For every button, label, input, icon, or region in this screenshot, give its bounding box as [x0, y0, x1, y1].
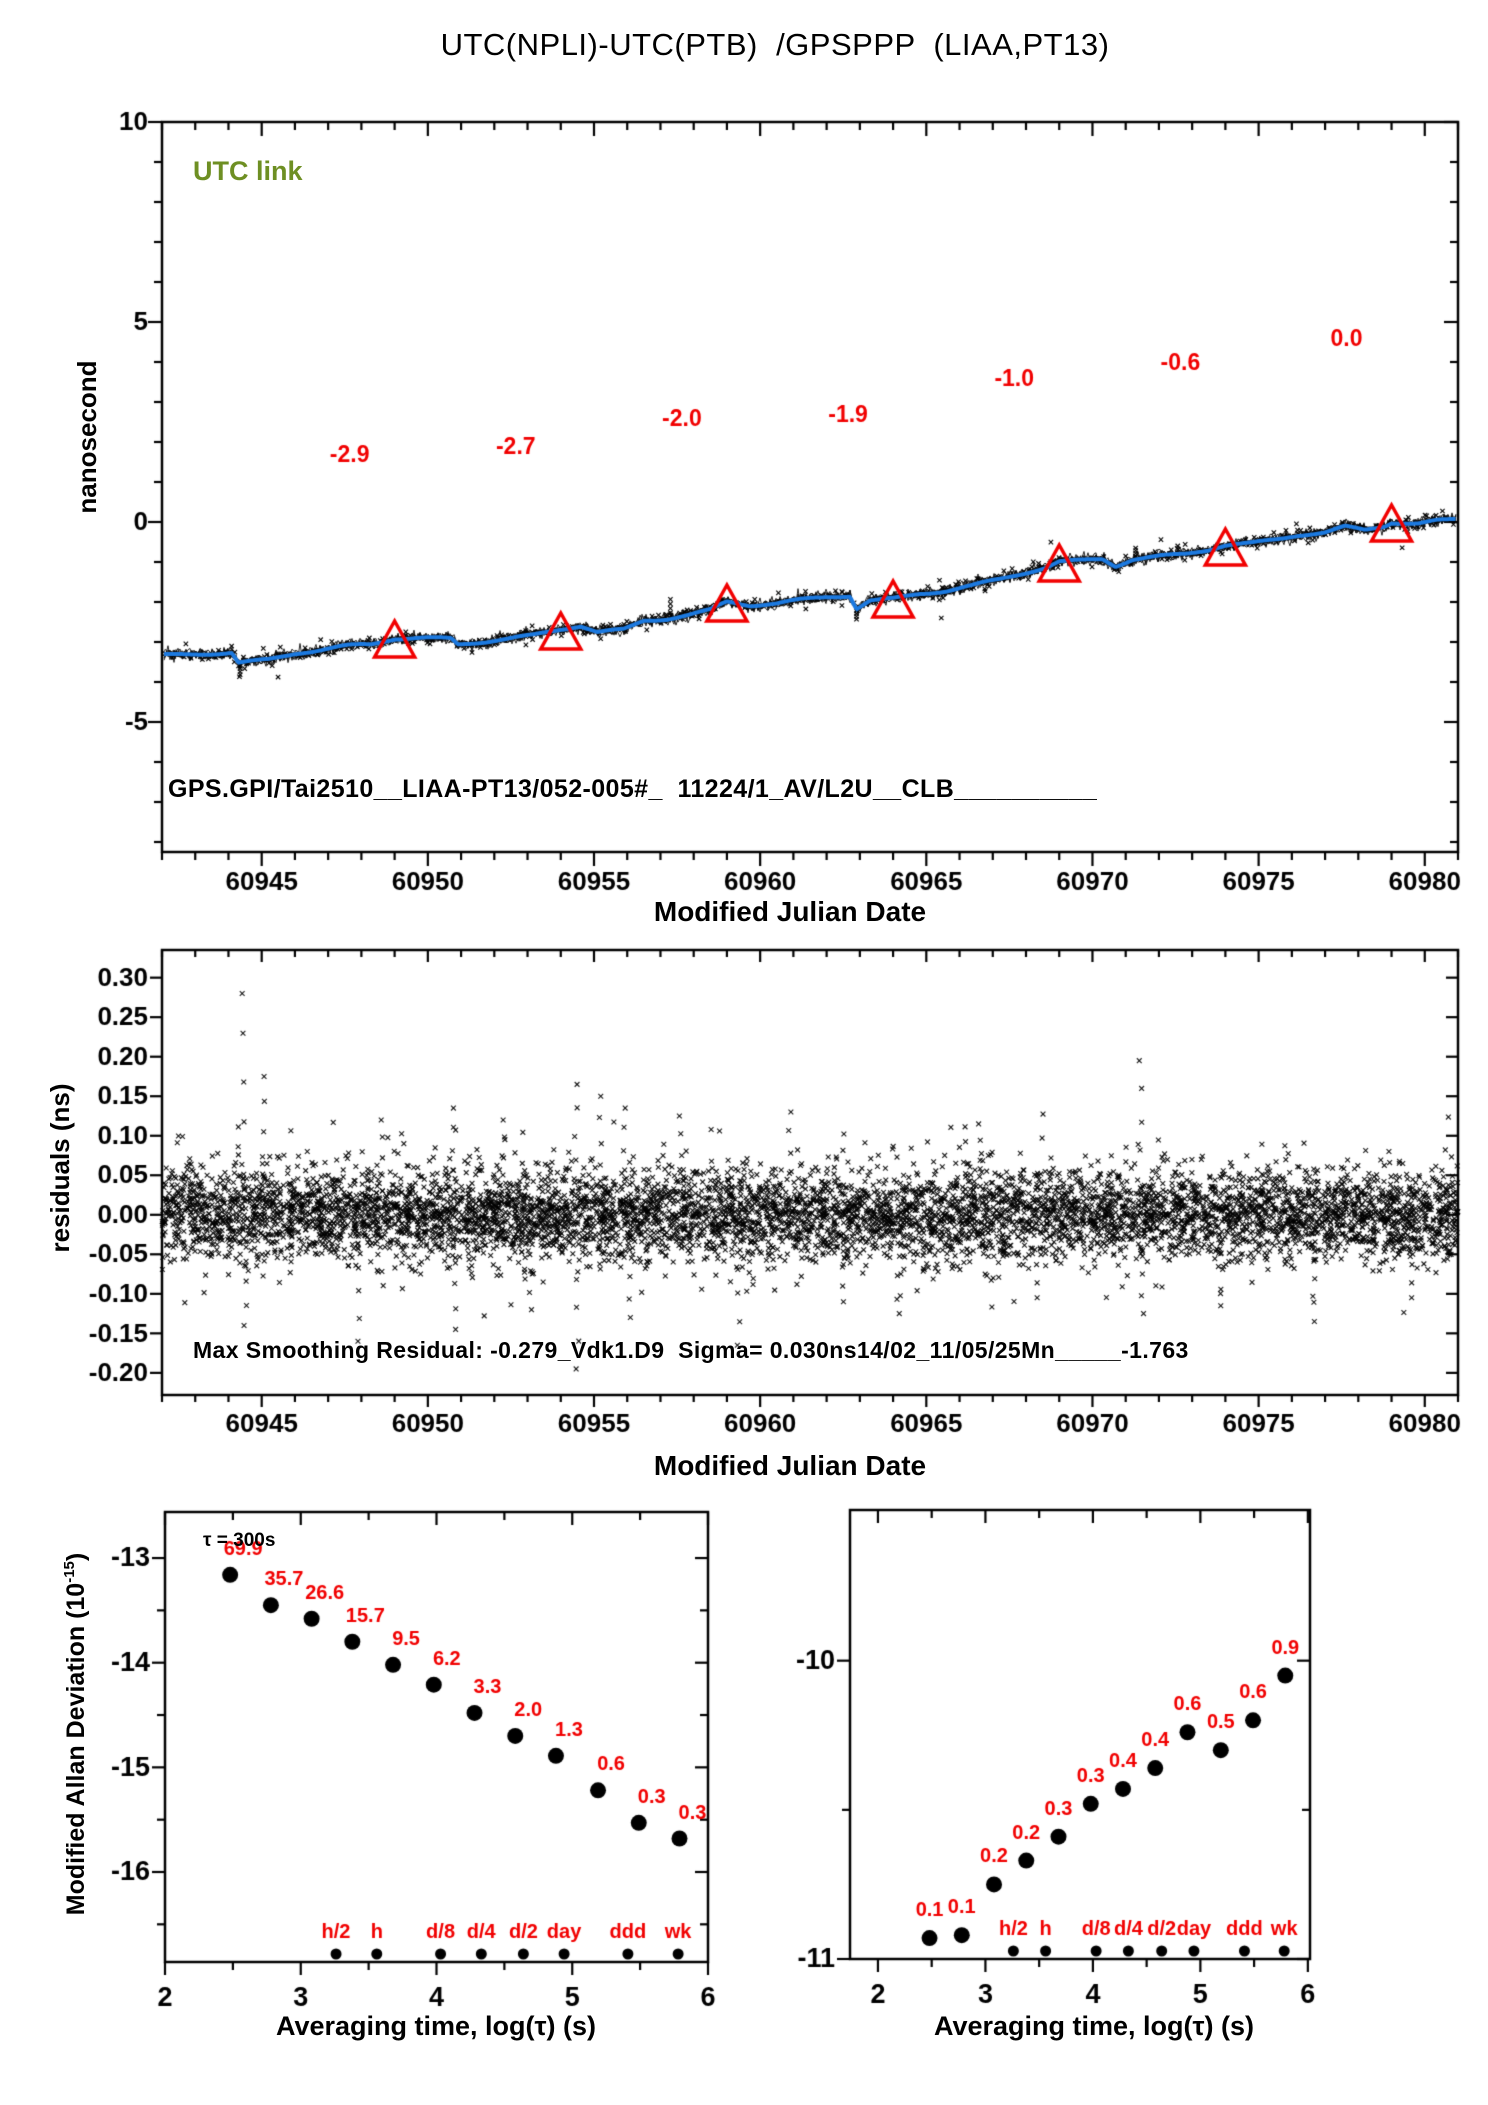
- phase-y-axis-label: nanosecond: [72, 360, 102, 514]
- mdev-exponent: -15: [61, 1561, 78, 1583]
- utc-link-legend: UTC link: [193, 156, 303, 186]
- mdev-y-axis-label: Modified Allan Deviation $(10^{-15})$: [61, 1552, 90, 1916]
- residuals-x-axis-label: Modified Julian Date: [653, 1450, 927, 1481]
- phase-x-axis-label: Modified Julian Date: [653, 896, 927, 927]
- residuals-footnote: Max Smoothing Residual: -0.279_Vdk1.D9 Sigma= 0.030ns14/02_11/05/25Mn_____-1.763: [193, 1337, 1189, 1363]
- phase-footnote: GPS.GPI/Tai2510__LIAA-PT13/052-005#_ 11224/1_AV/L2U__CLB__________: [168, 775, 1098, 803]
- mdev-x-axis-label: Averaging time, log(τ) (s): [275, 2011, 597, 2041]
- tdev-x-axis-label: Averaging time, log(τ) (s): [933, 2011, 1255, 2041]
- tau-note: τ = 300s: [203, 1530, 276, 1551]
- page-title: UTC(NPLI)-UTC(PTB) /GPSPPP (LIAA,PT13): [440, 27, 1110, 62]
- residuals-y-axis-label: residuals (ns): [45, 1083, 75, 1253]
